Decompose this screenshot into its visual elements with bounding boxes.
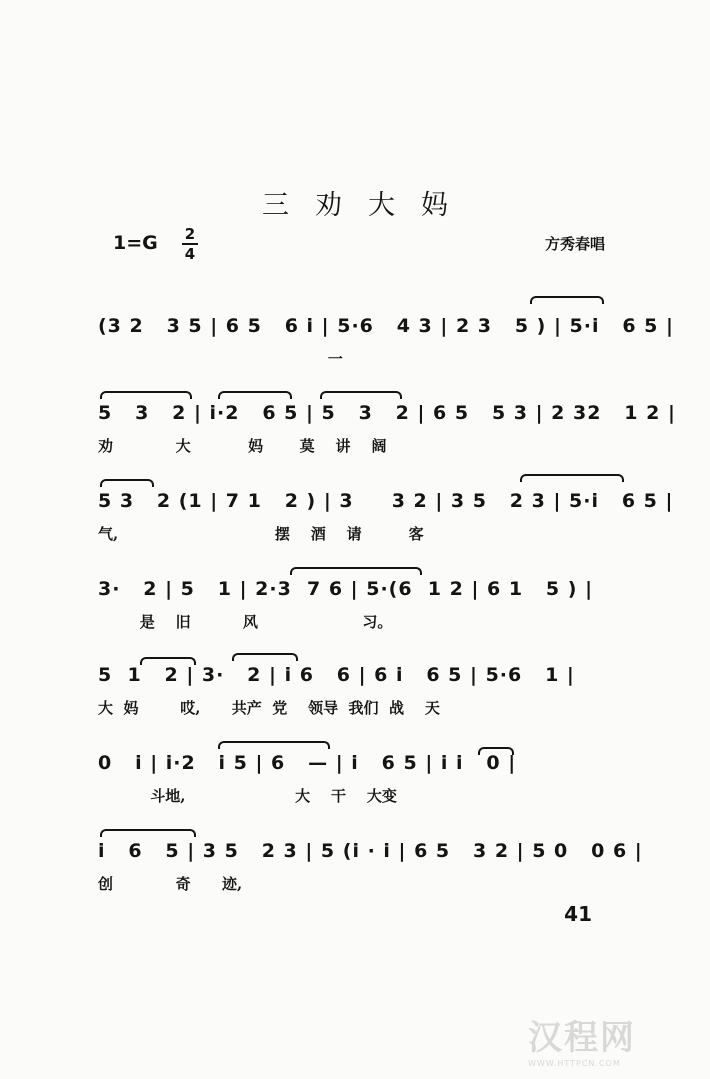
tie-mark [218, 741, 330, 749]
singer-credit: 方秀春唱 [545, 235, 606, 253]
lyrics-row-5: 大 妈 哎, 共产 党 领导 我们 战 天 [98, 699, 440, 717]
tie-mark [320, 391, 402, 399]
tie-mark [100, 479, 154, 487]
notation-row-7: i 6 5 | 3 5 2 3 | 5 (i · i | 6 5 3 2 | 5 0 0 6 | [98, 840, 643, 862]
lyrics-row-6: 斗地, 大 干 大变 [98, 787, 397, 805]
tie-mark [520, 474, 624, 482]
notation-row-5: 5 1 2 | 3· 2 | i 6 6 | 6 i 6 5 | 5·6 1 | [98, 664, 575, 686]
lyrics-row-2: 劝 大 妈 莫 讲 阔 [98, 437, 387, 455]
lyrics-row-1: 一 [98, 350, 343, 368]
notation-row-6: 0 i | i·2 i 5 | 6 — | i 6 5 | i i 0 | [98, 752, 517, 774]
time-signature [182, 226, 198, 262]
notation-row-1: (3 2 3 5 | 6 5 6 i | 5·6 4 3 | 2 3 5 ) | 5·i 6 5 | [98, 315, 674, 337]
lyrics-row-3: 气, 摆 酒 请 客 [98, 525, 424, 543]
notation-row-2: 5 3 2 | i·2 6 5 | 5 3 2 | 6 5 5 3 | 2 32 1 2 | [98, 402, 676, 424]
song-title: 三劝大妈 [262, 190, 474, 221]
tie-mark [100, 829, 196, 837]
page-number: 41 [564, 902, 592, 926]
watermark [528, 1010, 688, 1068]
lyrics-row-7: 创 奇 迹, [98, 875, 243, 893]
notation-row-4: 3· 2 | 5 1 | 2·3 7 6 | 5·(6 1 2 | 6 1 5 ) | [98, 578, 594, 600]
time-signature-bottom: 4 [184, 245, 196, 263]
watermark-text: 汉程网 [528, 1018, 636, 1058]
time-signature-top: 2 [184, 225, 196, 243]
watermark-url: WWW.HTTPCN.COM [528, 1059, 621, 1068]
tie-mark [100, 391, 192, 399]
tie-mark [530, 296, 604, 304]
key-signature: 1=G [113, 232, 158, 254]
tie-mark [232, 653, 298, 661]
notation-row-3: 5 3 2 (1 | 7 1 2 ) | 3 3 2 | 3 5 2 3 | 5·i 6 5 | [98, 490, 674, 512]
lyrics-row-4: 是 旧 风 习。 [98, 613, 393, 631]
tie-mark [290, 567, 422, 575]
tie-mark [218, 391, 292, 399]
